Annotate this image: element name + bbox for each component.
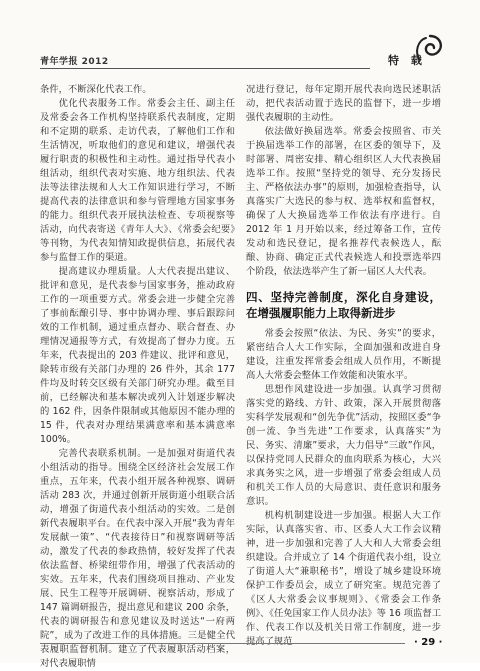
right-column xyxy=(246,83,441,649)
paragraph: 优化代表服务工作。常委会主任、副主任及常委会各工作机构坚持联系代表制度，定期和不定期的联系、走访代表，了解他们工作和生活情况，听取他们的意见和建议，增强代表履行职责的积极性和主动性。通过指导代表小组活动，组织代表对实施、地方组织法、代表法等法律法规和人大工作知识进行学习，不断提高代表的法律意识和参与管理地方国家事务的能力。组织代表开展执法检查、专项视察等活动，向代表寄送《青年人大》、《常委会纪要》等刊物，为代表知情知政提供信息，拓展代表参与监督工作的渠道。 xyxy=(40,98,235,263)
paragraph: 常委会按照“依法、为民、务实”的要求，紧密结合人大工作实际，全面加强和改进自身建设，注重发挥常委会组成人员作用，不断提高人大常委会整体工作效能和决策水平。 xyxy=(246,328,441,381)
paragraph: 提高建议办理质量。人大代表提出建议、批评和意见，是代表参与国家事务，推动政府工作的一项重要方式。常委会进一步健全完善了事前酝酿引导、事中协调办理、事后跟踪问效的工作机制，通过重点督办、联合督查、办理情况通报等方式，有效提高了督办力度。五年来，代表提出的 203 件建议、批评和意见，除转市级有关部门办理的 26 件外，其余 177 件均及时转交区级有关部门研究办理。截至目前，已经解决和基本解决或列入计划逐步解决的 162 件，因条件限制或其他原因不能办理的 15 件，代表对办理结果满意率和基本满意率 100%。 xyxy=(40,266,235,445)
paragraph: 况进行登记，每年定期开展代表向选民述职活动，把代表活动置于选民的监督下，进一步增强代表履职的主动性。 xyxy=(246,84,441,123)
paragraph: 思想作风建设进一步加强。认真学习贯彻落实党的路线、方针、政策，深入开展贯彻落实科学发展观和“创先争优”活动，按照区委“争创一流、争当先进”工作要求，认真落实“为民、务实、清廉”要求，大力倡导“三敢”作风，以保持党同人民群众的血肉联系为核心，大兴求真务实之风，进一步增强了常委会组成人员和机关工作人员的大局意识、责任意识和服务意识。 xyxy=(246,384,441,507)
section-heading: 四、坚持完善制度，深化自身建设，在增强履职能力上取得新进步 xyxy=(246,290,441,320)
left-column xyxy=(40,83,235,671)
page-number: · 29 · xyxy=(414,637,443,648)
section-title: 特 载 xyxy=(388,54,426,67)
page-header xyxy=(0,0,480,80)
magazine-title: 青年学报 2012 xyxy=(40,57,109,67)
swirl-ornament-icon xyxy=(410,30,450,70)
header-rule xyxy=(40,68,370,69)
paragraph: 依法做好换届选举。常委会按照省、市关于换届选举工作的部署，在区委的领导下，及时部署、周密安排、精心组织区人大代表换届选举工作。按照“坚持党的领导、充分发扬民主、严格依法办事”的原则，加强检查指导，认真落实广大选民的参与权、选举权和监督权，确保了人大换届选举工作依法有序进行。自 2012 年 1 月开始以来，经过筹备工作，宣传发动和选民登记，提名推荐代表候选人，酝酿、协商、确定正式代表候选人和投票选举四个阶段，依法选举产生了新一届区人大代表。 xyxy=(246,126,441,277)
paragraph: 完善代表联系机制。一是加强对街道代表小组活动的指导。围绕全区经济社会发展工作重点，五年来，代表小组开展各种视察、调研活动 283 次，并通过创新开展街道小组联合活动，增强了街道代表小组活动的实效。二是创新代表履职平台。在代表中深入开展“我为青年发展献一策”、“代表接待日”和视察调研等活动，激发了代表的参政热情，较好发挥了代表依法监督、桥梁纽带作用，增强了代表活动的实效。五年来，代表们围绕项目推动、产业发展、民生工程等开展调研、视察活动，形成了 147 篇调研报告，提出意见和建议 200 余条，代表的调研报告和意见建议及时送达“一府两院”，成为了改进工作的具体措施。三是健全代表履职监督机制。建立了代表履职活动档案，对代表履职情 xyxy=(40,448,235,669)
footer-rule xyxy=(40,643,405,644)
paragraph: 机构机制建设进一步加强。根据人大工作实际，认真落实省、市、区委人大工作会议精神，进一步加强和完善了人大和人大常委会组织建设。合并成立了 14 个街道代表小组，设立了街道人大“兼职秘书”，增设了城乡建设环境保护工作委员会，成立了研究室。规范完善了《区人大常委会议事规则》、《常委会工作条例》、《任免国家工作人员办法》等 16 项监督工作、代表工作以及机关日常工作制度，进一步提高了规范 xyxy=(246,510,441,647)
paragraph: 条件，不断深化代表工作。 xyxy=(40,84,152,95)
